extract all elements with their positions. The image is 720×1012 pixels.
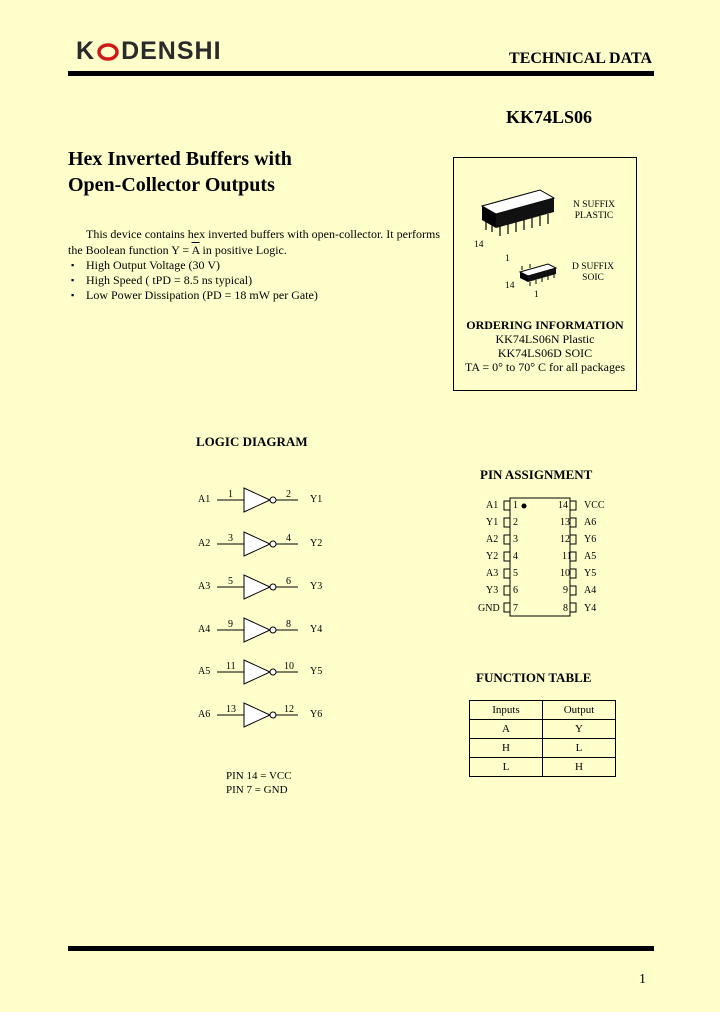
logo-letter-k: K (76, 37, 96, 65)
pin-name: A1 (486, 500, 499, 511)
gate-in-pin: 11 (226, 661, 236, 672)
table-row (470, 701, 616, 720)
d-suffix: D SUFFIX (572, 262, 614, 272)
gate-in-pin: 5 (228, 576, 233, 587)
top-divider (68, 71, 654, 76)
part-number: KK74LS06 (505, 107, 592, 127)
pin1-dot-icon (522, 504, 527, 509)
soic-pin14-label: 14 (505, 281, 515, 291)
table-row (470, 720, 616, 739)
table-cell: H (470, 739, 543, 758)
ordering-temp: TA = 0° to 70° C for all packages (464, 360, 626, 374)
dip-pin14-label: 14 (474, 240, 484, 250)
gate-input-label: A3 (198, 581, 211, 592)
gate-input-label: A4 (198, 624, 211, 635)
logo-ring-icon (97, 43, 119, 61)
d-type: SOIC (582, 273, 604, 283)
feature-item: ▪ High Speed ( tPD = 8.5 ns typical) (68, 273, 318, 288)
gate-in-pin: 13 (226, 704, 236, 715)
pin-num: 10 (560, 568, 570, 579)
soic-pin1-label: 1 (534, 290, 539, 300)
pin-name: Y2 (486, 551, 499, 562)
gate-in-pin: 9 (228, 619, 233, 630)
title-line-1: Hex Inverted Buffers with (68, 148, 292, 170)
pin-name: A6 (584, 517, 597, 528)
pin-note-vcc: PIN 14 = VCC (226, 770, 292, 782)
pin-num: 13 (560, 517, 570, 528)
pin-num: 3 (513, 534, 518, 545)
gate-input-label: A6 (198, 709, 211, 720)
pin-name: A3 (486, 568, 499, 579)
pin-note-gnd: PIN 7 = GND (226, 784, 288, 796)
intro-paragraph (68, 226, 440, 258)
logo-wordmark: DENSHI (121, 37, 222, 65)
pin-name: GND (478, 603, 500, 614)
kodenshi-logo (76, 37, 222, 66)
table-cell: L (470, 758, 543, 777)
table-header: Output (543, 701, 616, 720)
pin-num: 5 (513, 568, 518, 579)
page-title (68, 146, 408, 198)
gate-in-pin: 1 (228, 489, 233, 500)
pin-num: 4 (513, 551, 518, 562)
pin-name: A5 (584, 551, 597, 562)
gate-output-label: Y6 (310, 709, 323, 720)
d-suffix-label (563, 262, 623, 284)
pin-num: 8 (563, 603, 568, 614)
dip-package-icon (482, 190, 554, 236)
intro-func-var: $\overline{A}$ (191, 243, 200, 257)
gate-out-pin: 4 (286, 533, 291, 544)
pin-name: Y6 (584, 534, 597, 545)
gate-output-label: Y5 (310, 666, 323, 677)
gate-in-pin: 3 (228, 533, 233, 544)
doc-type-label: TECHNICAL DATA (509, 50, 652, 67)
gate-output-label: Y1 (310, 494, 323, 505)
table-cell: Y (543, 720, 616, 739)
gate-output-label: Y4 (310, 624, 323, 635)
function-table (469, 700, 616, 777)
gate-out-pin: 12 (284, 704, 294, 715)
pin-num: 9 (563, 585, 568, 596)
intro-text: This device contains hex inverted buffers with open-collector. It performs the Boolean function Y = (68, 227, 440, 257)
pin-num: 14 (558, 500, 568, 511)
gate-out-pin: 2 (286, 489, 291, 500)
logic-diagram-heading: LOGIC DIAGRAM (196, 434, 308, 449)
pin-name: VCC (584, 500, 605, 511)
ordering-line-1: KK74LS06N Plastic (495, 332, 595, 346)
pin-num: 12 (560, 534, 570, 545)
gate-out-pin: 8 (286, 619, 291, 630)
n-suffix: N SUFFIX (573, 200, 615, 210)
bottom-divider (68, 946, 654, 951)
pin-name: A2 (486, 534, 499, 545)
ordering-info (453, 318, 637, 374)
page-number: 1 (639, 972, 646, 987)
pin-name: Y3 (486, 585, 499, 596)
table-row (470, 758, 616, 777)
title-line-2: Open-Collector Outputs (68, 174, 275, 196)
feature-list (68, 258, 318, 303)
gate-input-label: A5 (198, 666, 211, 677)
pin-num: 1 (513, 500, 518, 511)
feature-item: ▪ Low Power Dissipation (PD = 18 mW per Gate) (68, 288, 318, 303)
n-type: PLASTIC (574, 211, 614, 221)
intro-text-tail: in positive Logic. (199, 243, 287, 257)
table-cell: L (543, 739, 616, 758)
gate-output-label: Y2 (310, 538, 323, 549)
soic-package-icon (520, 264, 556, 286)
pin-name: Y5 (584, 568, 597, 579)
table-row (470, 739, 616, 758)
feature-item: ▪ High Output Voltage (30 V) (68, 258, 318, 273)
pin-name: Y4 (584, 603, 597, 614)
function-table-heading: FUNCTION TABLE (476, 670, 592, 685)
pin-assignment-heading: PIN ASSIGNMENT (480, 467, 593, 482)
table-header: Inputs (470, 701, 543, 720)
gate-input-label: A2 (198, 538, 211, 549)
dip-pin1-label: 1 (505, 254, 510, 264)
pin-num: 11 (562, 551, 572, 562)
table-cell: A (470, 720, 543, 739)
pin-name: A4 (584, 585, 597, 596)
pin-name: Y1 (486, 517, 499, 528)
gate-input-label: A1 (198, 494, 211, 505)
gate-output-label: Y3 (310, 581, 323, 592)
pin-num: 2 (513, 517, 518, 528)
n-suffix-label (564, 200, 624, 222)
table-cell: H (543, 758, 616, 777)
package-drawings (470, 180, 570, 300)
gate-out-pin: 6 (286, 576, 291, 587)
pin-num: 7 (513, 603, 518, 614)
pin-num: 6 (513, 585, 518, 596)
logic-diagram (200, 485, 340, 735)
gate-out-pin: 10 (284, 661, 294, 672)
ordering-line-2: KK74LS06D SOIC (497, 346, 593, 360)
ordering-heading: ORDERING INFORMATION (466, 318, 624, 332)
